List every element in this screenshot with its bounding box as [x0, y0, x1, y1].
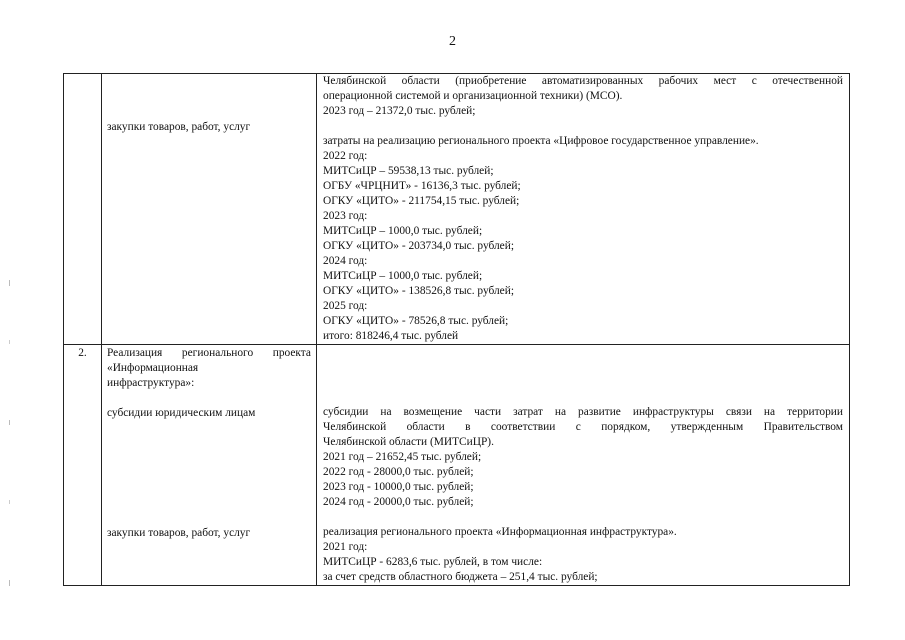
- description-line: реализация регионального проекта «Информационная инфраструктура».: [323, 526, 677, 538]
- funding-line: ОГКУ «ЦИТО» - 211754,15 тыс. рублей;: [323, 195, 520, 207]
- program-table: [63, 73, 850, 586]
- total-line: итого: 818246,4 тыс. рублей: [323, 330, 459, 342]
- expense-type-procurement: закупки товаров, работ, услуг: [107, 527, 251, 539]
- description-line: операционной системой и организационной техники) (МСО).: [323, 90, 623, 102]
- year-label: 2025 год:: [323, 300, 368, 312]
- funding-line: ОГБУ «ЧРЦНИТ» - 16136,3 тыс. рублей;: [323, 180, 521, 192]
- description-cell: [317, 345, 850, 586]
- year-label: 2023 год:: [323, 210, 368, 222]
- funding-line: 2024 год - 20000,0 тыс. рублей;: [323, 496, 474, 508]
- row-number: [64, 74, 102, 345]
- expense-type-procurement: закупки товаров, работ, услуг: [107, 121, 251, 133]
- description-line: Челябинской области в соответствии с порядком, утвержденным Правительством: [323, 421, 843, 433]
- funding-line: МИТСиЦР – 1000,0 тыс. рублей;: [323, 270, 483, 282]
- description-line: 2023 год – 21372,0 тыс. рублей;: [323, 105, 476, 117]
- project-title-line: «Информационная: [107, 362, 199, 374]
- funding-line: ОГКУ «ЦИТО» - 203734,0 тыс. рублей;: [323, 240, 515, 252]
- expense-type-cell: [102, 74, 317, 345]
- year-label: 2024 год:: [323, 255, 368, 267]
- funding-line: за счет средств областного бюджета – 251,4 тыс. рублей;: [323, 571, 598, 583]
- description-line: субсидии на возмещение части затрат на развитие инфраструктуры связи на территории: [323, 406, 843, 418]
- scan-margin-marks: [8, 280, 11, 620]
- project-title-line: Реализация регионального проекта: [107, 347, 311, 359]
- funding-line: 2023 год - 10000,0 тыс. рублей;: [323, 481, 474, 493]
- funding-line: ОГКУ «ЦИТО» - 138526,8 тыс. рублей;: [323, 285, 515, 297]
- description-line: Челябинской области (МИТСиЦР).: [323, 436, 494, 448]
- table-row: [64, 345, 850, 586]
- table-row: [64, 74, 850, 345]
- funding-line: МИТСиЦР - 6283,6 тыс. рублей, в том числе:: [323, 556, 543, 568]
- funding-line: 2021 год – 21652,45 тыс. рублей;: [323, 451, 482, 463]
- funding-line: 2022 год - 28000,0 тыс. рублей;: [323, 466, 474, 478]
- expense-type-subsidies: субсидии юридическим лицам: [107, 407, 256, 419]
- year-label: 2022 год:: [323, 150, 368, 162]
- project-name-cell: [102, 345, 317, 586]
- description-line: Челябинской области (приобретение автоматизированных рабочих мест с отечественной: [323, 75, 843, 87]
- funding-line: МИТСиЦР – 59538,13 тыс. рублей;: [323, 165, 494, 177]
- year-label: 2021 год:: [323, 541, 368, 553]
- row-number: 2.: [64, 345, 102, 586]
- funding-line: МИТСиЦР – 1000,0 тыс. рублей;: [323, 225, 483, 237]
- page-number: 2: [449, 34, 456, 49]
- description-line: затраты на реализацию регионального проекта «Цифровое государственное управление».: [323, 135, 759, 147]
- description-cell: [317, 74, 850, 345]
- project-title-line: инфраструктура»:: [107, 377, 195, 389]
- funding-line: ОГКУ «ЦИТО» - 78526,8 тыс. рублей;: [323, 315, 509, 327]
